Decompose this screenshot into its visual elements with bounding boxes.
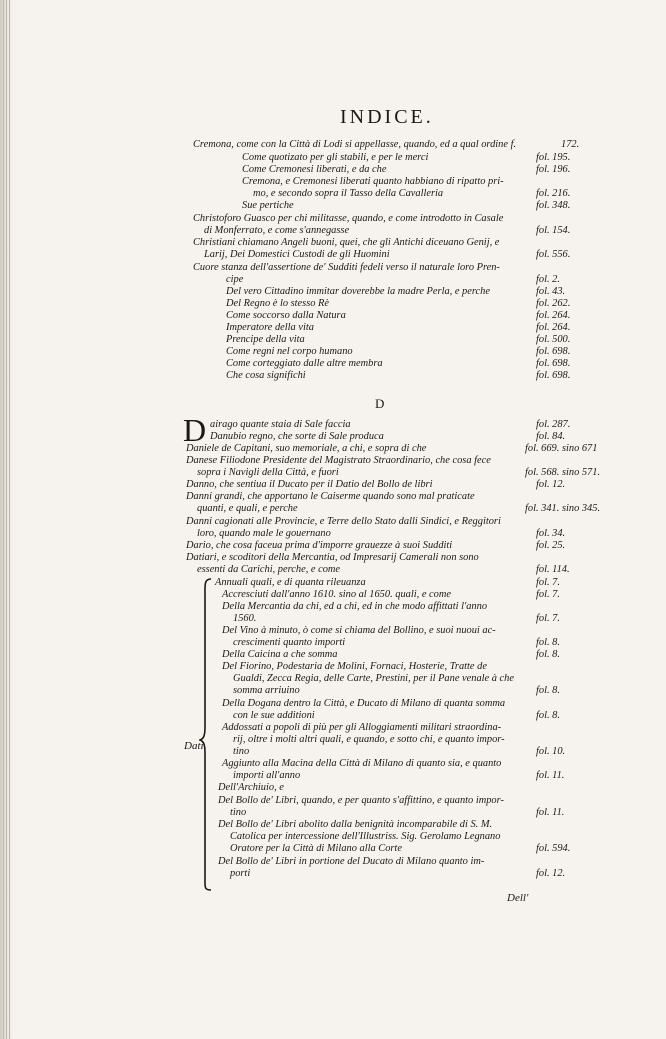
entry-ref: fol. 568. sino 571. (525, 467, 601, 478)
entry-text: Dell'Archiuio, e (218, 782, 284, 793)
entry-ref: fol. 698. (536, 346, 571, 357)
entry-ref: fol. 341. sino 345. (525, 503, 601, 514)
entry-text: Del Bollo de' Libri, quando, e per quanto s'affittino, e quanto impor- (218, 795, 504, 806)
entry-text: Christoforo Guasco per chi militasse, quando, e come introdotto in Casale (193, 213, 504, 224)
page-title: INDICE. (340, 106, 434, 128)
entry-text: Oratore per la Città di Milano alla Corte (230, 843, 402, 854)
entry-text: Danni grandi, che apportano le Caiserme quando sono mal praticate (186, 491, 475, 502)
entry-text: Del Bollo de' Libri abolito dalla benignità incomparabile di S. M. (218, 819, 493, 830)
entry-text: Sue pertiche (242, 200, 294, 211)
entry-text: Danni cagionati alle Provincie, e Terre dello Stato dalli Sindici, e Reggitori (186, 516, 501, 527)
entry-text: importi all'anno (233, 770, 301, 781)
entry-ref: fol. 8. (536, 649, 560, 660)
entry-text: Addossati a popoli di più per gli Alloggiamenti militari straordina- (222, 722, 502, 733)
entry-text: Catolica per intercessione dell'Illustriss. Sig. Gerolamo Legnano (230, 831, 501, 842)
entry-ref: fol. 348. (536, 200, 571, 211)
entry-text: Della Dogana dentro la Città, e Ducato di Milano di quanta somma (222, 698, 506, 709)
entry-text: tino (233, 746, 250, 757)
entry-text: cipe (226, 274, 244, 285)
entry-text: Del Regno è lo stesso Rè (226, 298, 330, 309)
entry-text: Gualdi, Zecca Regia, delle Carte, Prestini, per il Pane venale à che (233, 673, 514, 684)
entry-ref: fol. 11. (536, 770, 565, 781)
entry-ref: fol. 8. (536, 710, 560, 721)
entry-text: Come regni nel corpo humano (226, 346, 353, 357)
entry-text: Come Cremonesi liberati, e da che (242, 164, 387, 175)
entry-ref: fol. 500. (536, 334, 571, 345)
entry-ref: fol. 7. (536, 577, 560, 588)
entry-text: Del Bollo de' Libri in portione del Ducato di Milano quanto im- (218, 856, 485, 867)
entry-ref: fol. 264. (536, 322, 571, 333)
entry-text: Accresciuti dall'anno 1610. sino al 1650. quali, e come (222, 589, 451, 600)
entry-text: Annuali quali, e di quanta rileuanza (215, 577, 366, 588)
entry-text: tino (230, 807, 247, 818)
entry-ref: fol. 114. (536, 564, 570, 575)
entry-text: porti (230, 868, 251, 879)
entry-text: Cremona, come con la Città di Lodi si appellasse, quando, ed a qual ordine f. (193, 139, 517, 150)
entry-text: con le sue additioni (233, 710, 315, 721)
entry-ref: fol. 698. (536, 370, 571, 381)
entry-text: Della Caicina a che somma (222, 649, 338, 660)
entry-ref: fol. 43. (536, 286, 566, 297)
entry-ref: fol. 11. (536, 807, 565, 818)
entry-ref: fol. 7. (536, 613, 560, 624)
entry-text: Come quotizato per gli stabili, e per le merci (242, 152, 429, 163)
entry-text: loro, quando male le gouernano (197, 528, 331, 539)
entry-ref: fol. 8. (536, 685, 560, 696)
entry-ref: fol. 10. (536, 746, 566, 757)
entry-text: Dario, che cosa faceua prima d'imporre grauezze à suoi Sudditi (186, 540, 453, 551)
entry-ref: fol. 195. (536, 152, 571, 163)
drop-cap: D (183, 412, 207, 448)
entry-text: 1560. (233, 613, 257, 624)
entry-text: Danese Filiodone Presidente del Magistrato Straordinario, che cosa fece (186, 455, 491, 466)
entry-ref: fol. 556. (536, 249, 571, 260)
entry-ref: fol. 262. (536, 298, 571, 309)
entry-text: Datiari, e scoditori della Mercantia, od Impresarij Camerali non sono (186, 552, 479, 563)
entry-text: Che cosa significhi (226, 370, 306, 381)
entry-text: rij, oltre i molti altri quali, e quando, e sotto chi, e quanto impor- (233, 734, 505, 745)
entry-text: essenti da Carichi, perche, e come (197, 564, 341, 575)
entry-text: Christiani chiamano Angeli buoni, quei, che gli Antichi diceuano Genij, e (193, 237, 500, 248)
entry-ref: fol. 8. (536, 637, 560, 648)
entry-text: Danubio regno, che sorte di Sale produca (210, 431, 384, 442)
entry-text: Cremona, e Cremonesi liberati quanto habbiano di ripatto pri- (242, 176, 504, 187)
entry-text: Larij, Dei Domestici Custodi de gli Huomini (204, 249, 390, 260)
entry-ref: fol. 669. sino 671 (525, 443, 598, 454)
entry-text: Come corteggiato dalle altre membra (226, 358, 383, 369)
entry-ref: 172. (561, 139, 580, 150)
entry-text: Prencipe della vita (226, 334, 305, 345)
entry-text: Del Fiorino, Podestaria de Molini, Fornaci, Hosterie, Tratte de (222, 661, 487, 672)
entry-text: Della Mercantia da chi, ed a chi, ed in che modo affittati l'anno (222, 601, 488, 612)
entry-text: Aggiunto alla Macina della Città di Milano di quanto sia, e quanto (222, 758, 502, 769)
entry-ref: fol. 287. (536, 419, 571, 430)
book-binding (0, 0, 14, 1039)
entry-ref: fol. 264. (536, 310, 571, 321)
entry-ref: fol. 216. (536, 188, 571, 199)
entry-text: Del vero Cittadino immitar doverebbe la madre Perla, e perche (226, 286, 490, 297)
entry-ref: fol. 84. (536, 431, 566, 442)
section-letter: D (375, 396, 385, 411)
entry-ref: fol. 12. (536, 868, 566, 879)
entry-text: Daniele de Capitani, suo memoriale, a chi, e sopra di che (186, 443, 427, 454)
entry-text: mo, e secondo sopra il Tasso della Cavalleria (253, 188, 444, 199)
dati-label: Dati (184, 740, 204, 752)
entry-ref: fol. 594. (536, 843, 571, 854)
entry-text: crescimenti quanto importi (233, 637, 346, 648)
entry-ref: fol. 2. (536, 274, 560, 285)
entry-ref: fol. 25. (536, 540, 566, 551)
entry-text: Come soccorso dalla Natura (226, 310, 346, 321)
entry-ref: fol. 154. (536, 225, 571, 236)
entry-ref: fol. 34. (536, 528, 566, 539)
entry-ref: fol. 698. (536, 358, 571, 369)
entry-text: Imperatore della vita (226, 322, 314, 333)
entry-text: airago quante staia di Sale faccia (210, 419, 351, 430)
entry-text: di Monferrato, e come s'annegasse (204, 225, 350, 236)
brace-icon (199, 577, 213, 892)
entry-ref: fol. 12. (536, 479, 566, 490)
catchword: Dell' (507, 892, 529, 904)
entry-text: quanti, e quali, e perche (197, 503, 298, 514)
entry-text: sopra i Navigli della Città, e fuori (197, 467, 339, 478)
entry-text: Del Vino à minuto, ò come si chiama del Bollino, e suoi nuoui ac- (222, 625, 496, 636)
entry-ref: fol. 7. (536, 589, 560, 600)
entry-text: Danno, che sentiua il Ducato per il Datio del Bollo de libri (186, 479, 433, 490)
entry-ref: fol. 196. (536, 164, 571, 175)
entry-text: somma arriuino (233, 685, 300, 696)
entry-text: Cuore stanza dell'assertione de' Sudditi fedeli verso il naturale loro Pren- (193, 262, 500, 273)
